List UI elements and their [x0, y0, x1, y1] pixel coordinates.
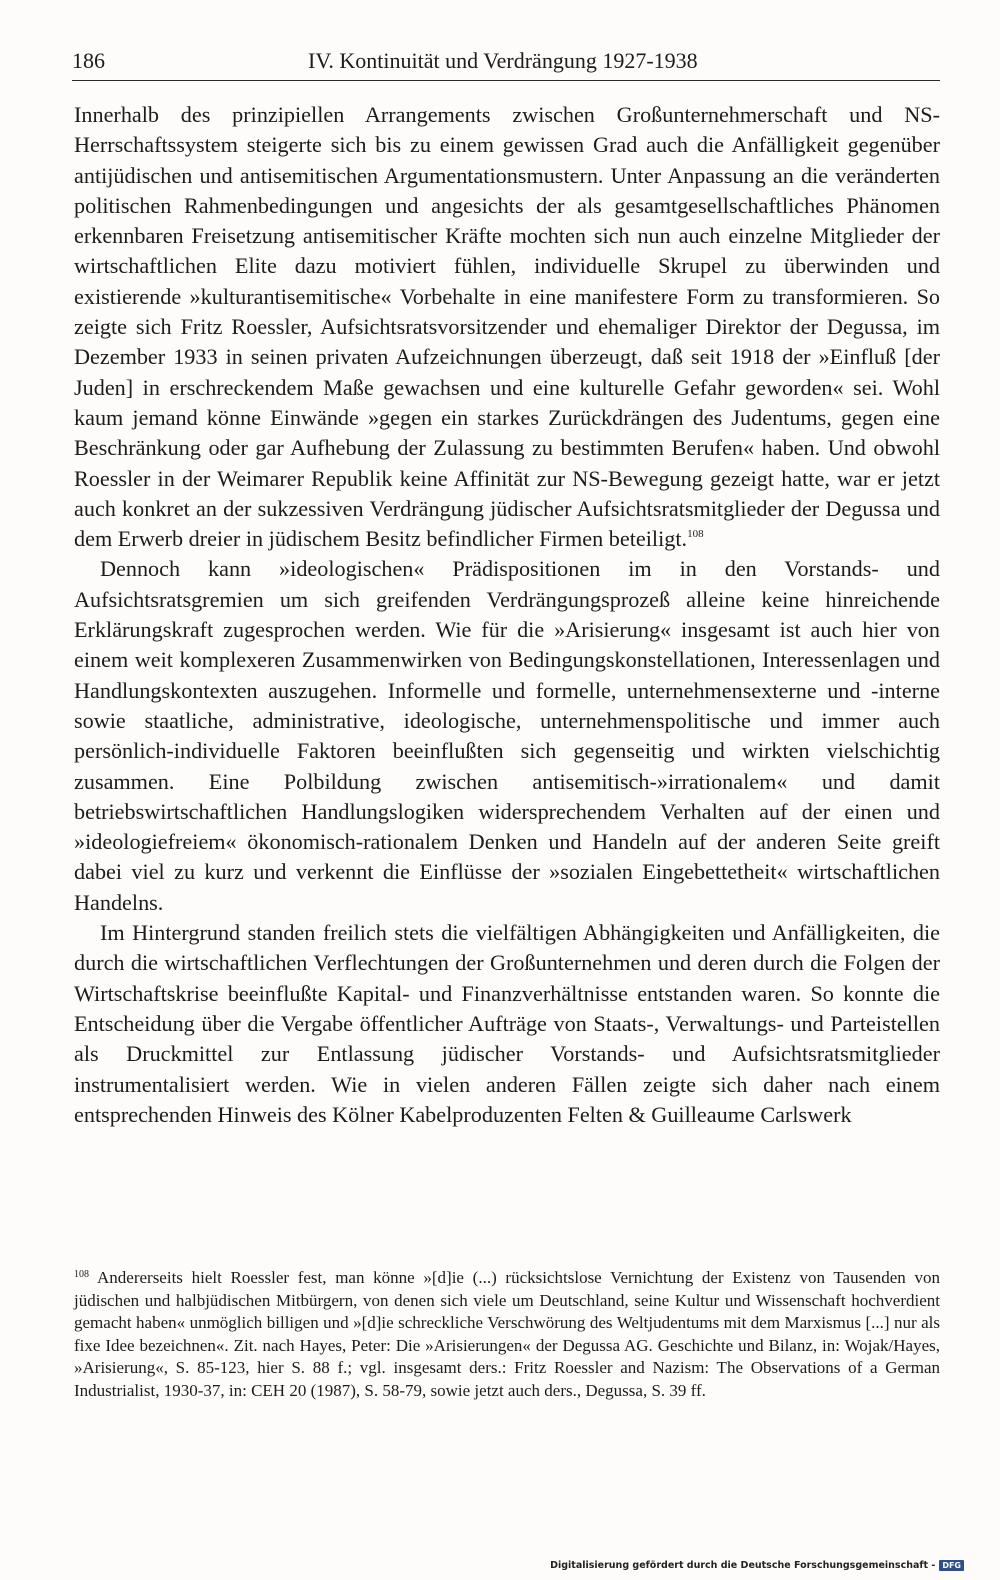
paragraph-3: Im Hintergrund standen freilich stets die vielfältigen Abhängigkeiten und Anfälligkeiten, die durch die wirtschaftlichen Verflechtungen der Großunternehmen und deren durch die Folgen der Wirtschaftskrise beeinflußte Kapital- und Finanzverhältnisse entstanden waren. So konnte die Entscheidung über die Vergabe öffentlicher Aufträge von Staats-, Verwaltungs- und Parteistellen als Druckmittel zur Entlassung jüdischer Vorstands- und Aufsichtsratsmitglieder instrumentalisiert werden. Wie in vielen anderen Fällen zeigte sich daher nach einem entsprechenden Hinweis des Kölner Kabelproduzenten Felten & Guilleaume Carlswerk	[74, 920, 940, 1127]
paragraph-1-text: Innerhalb des prinzipiellen Arrangements zwischen Großunternehmerschaft und NS-Herrschaftssystem steigerte sich bis zu einem gewissen Grad auch die Anfälligkeit gegenüber antijüdischen und antisemitischen Argumentationsmustern. Unter Anpassung an die veränderten politischen Rahmenbedingungen und angesichts der als gesamtgesellschaftliches Phänomen erkennbaren Freisetzung antisemitischer Kräfte mochten sich nun auch einzelne Mitglieder der wirtschaftlichen Elite dazu motiviert fühlen, individuelle Skrupel zu überwinden und existierende »kulturantisemitische« Vorbehalte in eine manifestere Form zu transformieren. So zeigte sich Fritz Roessler, Aufsichtsratsvorsitzender und ehemaliger Direktor der Degussa, im Dezember 1933 in seinen privaten Aufzeichnungen überzeugt, daß seit 1918 der »Einfluß [der Juden] in erschreckendem Maße gewachsen und eine kulturelle Gefahr geworden« sei. Wohl kaum jemand könne Einwände »gegen ein starkes Zurückdrängen des Judentums, gegen eine Beschränkung oder gar Aufhebung der Zulassung zu bestimmten Berufen« haben. Und obwohl Roessler in der Weimarer Republik keine Affinität zur NS-Bewegung gezeigt hatte, war er jetzt auch konkret an der sukzessiven Verdrängung jüdischer Aufsichtsratsmitglieder der Degussa und dem Erwerb dreier in jüdischem Besitz befindlicher Firmen beteiligt.	[74, 102, 940, 552]
digitization-credit	[550, 1560, 964, 1571]
running-title: IV. Kontinuität und Verdrängung 1927-1938	[308, 48, 698, 73]
footnote-text: Andererseits hielt Roessler fest, man könne »[d]ie (...) rücksichtslose Vernichtung der Existenz von Tausenden von jüdischen und halbjüdischen Mitbürgern, von denen sich viele um Deutschland, seine Kultur und Wissenschaft hochverdient gemacht haben« unmöglich billigen und »[d]ie schreckliche Verschwörung des Weltjudentums mit dem Marxismus [...] nur als fixe Idee bezeichnen«. Zit. nach Hayes, Peter: Die »Arisierungen« der Degussa AG. Geschichte und Bilanz, in: Wojak/Hayes, »Arisierung«, S. 85-123, hier S. 88 f.; vgl. insgesamt ders.: Fritz Roessler and Nazism: The Observations of a German Industrialist, 1930-37, in: CEH 20 (1987), S. 58-79, sowie jetzt auch ders., Degussa, S. 39 ff.	[74, 1268, 940, 1400]
footnote-number: 108	[74, 1269, 89, 1280]
main-text	[74, 100, 940, 1130]
credit-text: Digitalisierung gefördert durch die Deutsche Forschungsgemeinschaft -	[550, 1560, 936, 1571]
paragraph-1	[74, 100, 940, 554]
page-number: 186	[72, 48, 105, 73]
dfg-logo: DFG	[939, 1560, 964, 1571]
paragraph-2: Dennoch kann »ideologischen« Prädispositionen im in den Vorstands- und Aufsichtsratsgremien um sich greifenden Verdrängungsprozeß alleine keine hinreichende Erklärungskraft zugesprochen werden. Wie für die »Arisierung« insgesamt ist auch hier von einem weit komplexeren Zusammenwirken von Bedingungskonstellationen, Interessenlagen und Handlungskontexten auszugehen. Informelle und formelle, unternehmensexterne und -interne sowie staatliche, administrative, ideologische, unternehmenspolitische und immer auch persönlich-individuelle Faktoren beeinflußten sich gegenseitig und wirkten vielschichtig zusammen. Eine Polbildung zwischen antisemitisch-»irrationalem« und damit betriebswirtschaftlichen Handlungslogiken widersprechendem Verhalten auf der einen und »ideologiefreiem« ökonomisch-rationalem Denken und Handeln auf der anderen Seite greift dabei viel zu kurz und verkennt die Einflüsse der »sozialen Eingebettetheit« wirtschaftlichen Handelns.	[74, 556, 940, 915]
running-header	[72, 44, 940, 81]
footnote-reference[interactable]: 108	[687, 528, 704, 541]
footnote-108	[74, 1267, 940, 1403]
